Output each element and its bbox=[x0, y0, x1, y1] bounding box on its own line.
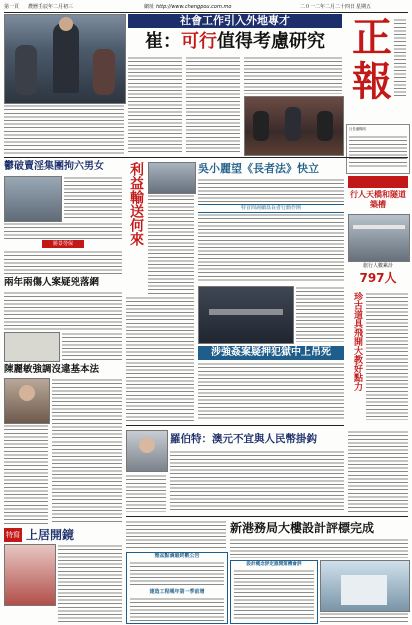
masthead-char-1: 正 bbox=[352, 14, 392, 61]
fraud-body bbox=[4, 291, 122, 331]
speaker-head bbox=[59, 17, 73, 31]
top-story-body-col3 bbox=[244, 56, 342, 94]
info-box-1-body bbox=[130, 561, 224, 587]
info-box-3-title: 設計概念評定誰開第機會評 bbox=[246, 562, 302, 567]
lo-headline: 羅伯特：澳元不宜與人民幣掛鈎 bbox=[170, 433, 317, 445]
publisher-label: 社長潘暢明 bbox=[349, 127, 366, 131]
fraud-headline: 兩年兩傷人案疑兇落網 bbox=[4, 277, 100, 288]
fraud-photo bbox=[4, 332, 60, 362]
building-shape bbox=[341, 575, 387, 605]
chen-photo bbox=[4, 378, 50, 424]
vice-subtag: 勝景勞保 bbox=[42, 240, 84, 248]
top-photo-meeting bbox=[4, 14, 126, 104]
fraud-body-2 bbox=[62, 332, 122, 360]
chen-headline: 陳麗敏強調沒違基本法 bbox=[4, 364, 100, 375]
top-story-body-left bbox=[4, 104, 124, 154]
side-body bbox=[148, 194, 194, 294]
feature-body bbox=[58, 544, 122, 622]
divider-mid bbox=[126, 425, 344, 426]
wu-photo-table bbox=[209, 309, 283, 315]
top-story-kicker: 社會工作引入外地專才 bbox=[128, 14, 342, 28]
wu-body-3 bbox=[296, 286, 344, 342]
masthead-side-text bbox=[394, 18, 406, 98]
feature-photo bbox=[4, 544, 56, 606]
vice-body bbox=[4, 222, 122, 240]
side-photo bbox=[148, 162, 196, 194]
info-box-3-body bbox=[234, 569, 314, 621]
publish-date: 二０一二年二月二十四日 bbox=[300, 4, 356, 10]
pedestrian-banner bbox=[348, 176, 408, 188]
top-story-headline bbox=[128, 31, 342, 53]
wu-headline: 吳小麗望《長者法》快立 bbox=[198, 162, 319, 175]
chen-head bbox=[19, 385, 35, 401]
info-box-1-title: 雅盆點滴最終數公告 bbox=[154, 553, 200, 559]
masthead bbox=[346, 14, 408, 122]
drug-headline: 涉強姦案疑押犯獄中上吊死 bbox=[198, 346, 344, 360]
vice-body-right bbox=[64, 176, 122, 220]
masthead-char-2: 報 bbox=[352, 58, 392, 105]
website-url[interactable]: http://www.chengpou.com.mo bbox=[156, 4, 232, 10]
feature-tag: 特寫 bbox=[4, 528, 22, 542]
pedestrian-sub: 旅行人數累計 bbox=[362, 263, 393, 269]
lo-photo bbox=[126, 430, 168, 472]
side-vertical-headline: 利益輸送何來 bbox=[128, 162, 144, 246]
info-box-3 bbox=[230, 560, 318, 624]
lo-body-left bbox=[126, 474, 166, 512]
bridge-shape bbox=[353, 225, 405, 229]
issue-number: 第一頁 bbox=[4, 4, 20, 10]
chen-body-2 bbox=[52, 440, 122, 524]
lo-head bbox=[139, 437, 155, 453]
weekday: 星期五 bbox=[356, 4, 372, 10]
wu-body bbox=[198, 178, 344, 202]
person-left bbox=[15, 45, 37, 95]
speaker-figure bbox=[53, 23, 79, 93]
headline-red: 可行 bbox=[181, 31, 217, 52]
divider bbox=[4, 157, 408, 158]
photo-person-2 bbox=[285, 107, 301, 141]
headline-rest: 值得考慮研究 bbox=[217, 31, 325, 52]
feature-headline: 上居開鏡 bbox=[26, 528, 75, 542]
top-story-body-col1 bbox=[128, 56, 182, 154]
vice-photo bbox=[4, 176, 62, 222]
wu-photo bbox=[198, 286, 294, 344]
website-label: 網址 bbox=[144, 4, 155, 10]
conference-photo bbox=[244, 96, 344, 156]
masthead-info-box bbox=[346, 124, 410, 174]
info-box-2-title: 建造工程嘆年第一季前增 bbox=[149, 589, 205, 595]
pedestrian-counter bbox=[348, 262, 408, 288]
pedestrian-photo bbox=[348, 214, 410, 262]
building-body-2 bbox=[230, 538, 408, 558]
vice-headline: 鬱破賣淫集團拘六男女 bbox=[4, 161, 104, 172]
header-bar bbox=[4, 4, 408, 13]
side-body-2 bbox=[126, 296, 194, 422]
building-caption bbox=[320, 612, 408, 622]
photo-person-1 bbox=[253, 111, 269, 141]
top-story-body-col2 bbox=[186, 56, 240, 154]
divider-bottom bbox=[126, 516, 408, 517]
drug-body bbox=[198, 362, 344, 420]
headline-colon: ： bbox=[163, 31, 181, 52]
photo-person-3 bbox=[317, 111, 333, 141]
wu-body-2 bbox=[198, 213, 344, 283]
vertical-right-headline: 珍古道具飛開大教好點力 bbox=[352, 292, 362, 391]
publisher-details bbox=[349, 135, 407, 169]
right-body-2 bbox=[348, 430, 408, 512]
right-body bbox=[366, 292, 408, 420]
headline-name: 崔 bbox=[145, 31, 163, 52]
lunar-date: 農曆壬辰年二月初三 bbox=[28, 4, 74, 10]
pedestrian-count: 797人 bbox=[359, 271, 397, 285]
building-rendering bbox=[320, 560, 410, 612]
wu-subhead: 特首問詢續爲長者行動作開 bbox=[198, 204, 344, 213]
building-headline: 新港務局大樓設計評標完成 bbox=[230, 521, 375, 535]
person-right bbox=[93, 49, 115, 95]
info-box-2-body bbox=[130, 597, 224, 621]
pedestrian-headline: 行人天橋和隧道築槽 bbox=[350, 190, 406, 209]
chen-body-left bbox=[4, 424, 48, 524]
info-box-1 bbox=[126, 552, 228, 624]
vice-body-2 bbox=[4, 250, 122, 274]
building-body bbox=[126, 520, 226, 550]
chen-body bbox=[52, 378, 122, 438]
feature-header bbox=[4, 528, 122, 542]
lo-body bbox=[170, 450, 344, 512]
